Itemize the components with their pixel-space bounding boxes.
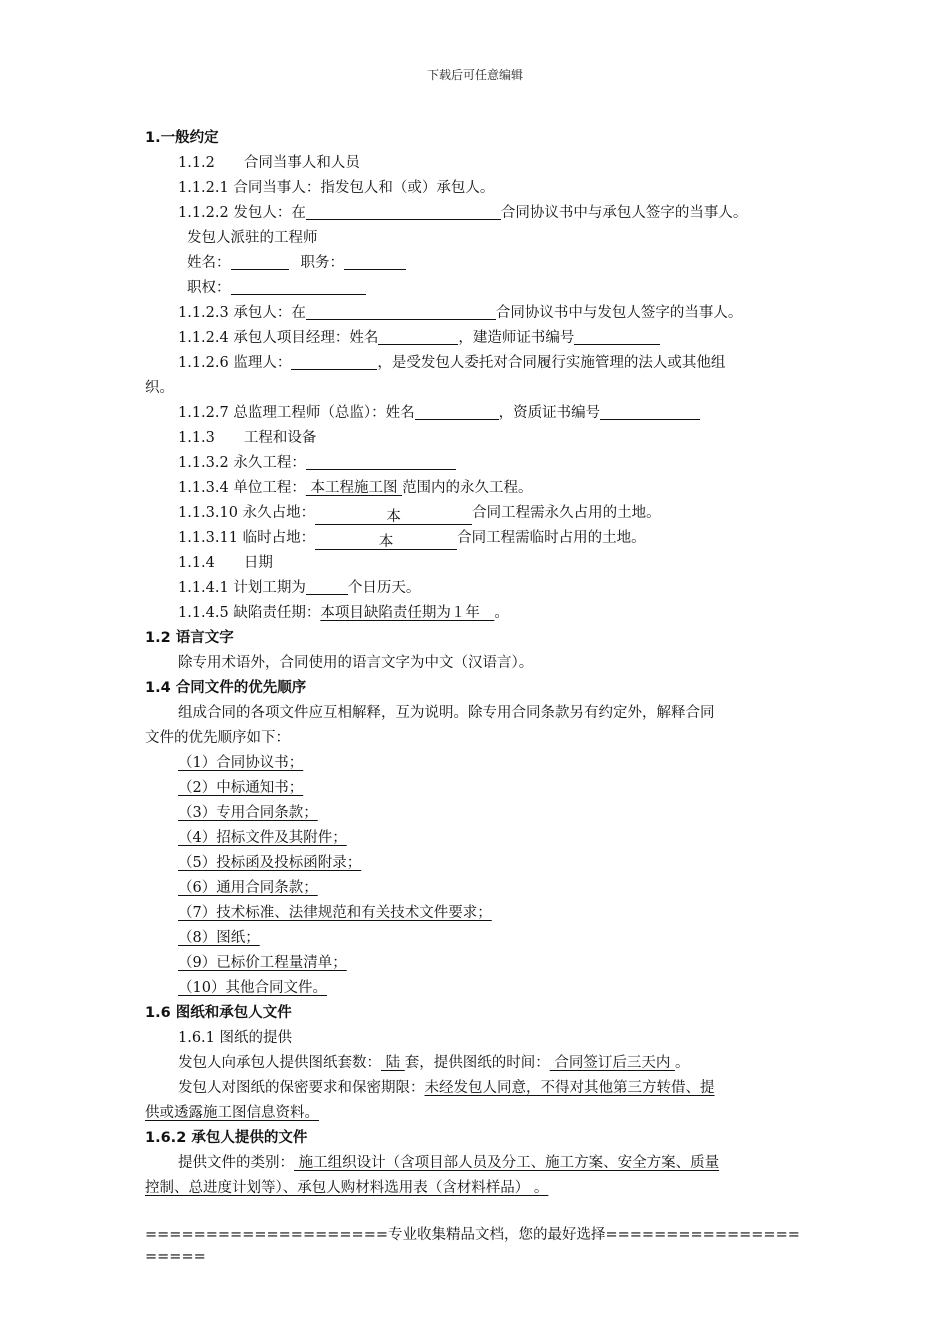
page-header: 下载后可任意编辑 [426, 68, 523, 82]
clause-1-1-4-5: 1.1.4.5 缺陷责任期：本项目缺陷责任期为１年 。 [178, 605, 509, 621]
temporary-land-value: 本 [315, 530, 457, 550]
duration-blank [306, 577, 348, 595]
list-item: （6）通用合同条款； [178, 880, 318, 896]
clause-1-1-2-6-cont: 织。 [145, 380, 174, 396]
supervisor-blank [291, 352, 377, 370]
contractor-docs-types: 提供文件的类别： 施工组织设计（含项目部人员及分工、施工方案、安全方案、质量 [178, 1155, 720, 1171]
list-item: （3）专用合同条款； [178, 805, 318, 821]
priority-intro-1: 组成合同的各项文件应互相解释，互为说明。除专用合同条款另有约定外，解释合同 [178, 705, 715, 721]
chief-name-blank [415, 402, 499, 420]
clause-1-1-2-6: 1.1.2.6 监理人： ，是受发包人委托对合同履行实施管理的法人或其他组 [145, 351, 810, 376]
page-footer: ====================专业收集精品文档，您的最好选择===================== [145, 1227, 800, 1265]
drawings-confidentiality-cont [145, 1101, 810, 1126]
defects-period-value: 本项目缺陷责任期为１年 [320, 605, 495, 621]
clause-1-1-2: 1.1.2 合同当事人和人员 [178, 155, 360, 171]
confidentiality-value-2: 供或透露施工图信息资料。 [145, 1105, 319, 1121]
priority-intro-2: 文件的优先顺序如下： [145, 730, 290, 746]
permanent-works-blank [306, 452, 456, 470]
clause-1-1-3-4: 1.1.3.4 单位工程： 本工程施工图 范围内的永久工程。 [178, 480, 533, 496]
clause-1-1-3: 1.1.3 工程和设备 [178, 430, 317, 446]
language-text: 除专用术语外，合同使用的语言文字为中文（汉语言）。 [178, 655, 534, 671]
position-blank [344, 252, 406, 270]
clause-1-1-2-1: 1.1.2.1 合同当事人：指发包人和（或）承包人。 [178, 180, 495, 196]
list-item: （8）图纸； [178, 930, 260, 946]
drawings-confidentiality: 发包人对图纸的保密要求和保密期限：未经发包人同意，不得对其他第三方转借、提 [178, 1080, 715, 1096]
engineer-authority: 职权： [145, 276, 810, 301]
engineer-title: 发包人派驻的工程师 [187, 230, 318, 246]
drawing-sets-value: 陆 [381, 1055, 405, 1071]
confidentiality-value-1: 未经发包人同意，不得对其他第三方转借、提 [424, 1080, 715, 1096]
qualification-blank [600, 402, 700, 420]
contractor-blank [306, 302, 496, 320]
section-title-language: 1.2 语言文字 [145, 630, 234, 646]
authority-blank [231, 277, 366, 295]
section-title-contractor-docs: 1.6.2 承包人提供的文件 [145, 1130, 308, 1146]
clause-1-1-3-10: 1.1.3.10 永久占地： 本 合同工程需永久占用的土地。 [178, 505, 661, 525]
clause-1-1-2-4: 1.1.2.4 承包人项目经理：姓名 ，建造师证书编号 [145, 326, 810, 351]
section-title-priority: 1.4 合同文件的优先顺序 [145, 680, 307, 696]
manager-name-blank [378, 327, 458, 345]
clause-1-1-2-2: 1.1.2.2 发包人：在 合同协议书中与承包人签字的当事人。 [145, 201, 810, 226]
clause-1-1-2-7: 1.1.2.7 总监理工程师（总监）：姓名 ，资质证书编号 [145, 401, 810, 426]
drawings-provision: 发包人向承包人提供图纸套数： 陆 套，提供图纸的时间： 合同签订后三天内 。 [178, 1055, 690, 1071]
permanent-land-value: 本 [315, 505, 472, 525]
list-item: （10）其他合同文件。 [178, 980, 327, 996]
document-body [145, 126, 810, 1201]
clause-1-1-3-11: 1.1.3.11 临时占地： 本 合同工程需临时占用的土地。 [178, 530, 646, 550]
clause-1-1-4-1: 1.1.4.1 计划工期为 个日历天。 [145, 576, 810, 601]
doc-types-value-2: 控制、总进度计划等）、承包人购材料选用表（含材料样品） 。 [145, 1180, 549, 1196]
name-blank [231, 252, 289, 270]
list-item: （4）招标文件及其附件； [178, 830, 347, 846]
section-title-general: 1.一般约定 [145, 130, 219, 146]
doc-types-value-1: 施工组织设计（含项目部人员及分工、施工方案、安全方案、质量 [294, 1155, 720, 1171]
engineer-name-position: 姓名： 职务： [145, 251, 810, 276]
clause-1-1-2-3: 1.1.2.3 承包人：在 合同协议书中与发包人签字的当事人。 [145, 301, 810, 326]
unit-works-value: 本工程施工图 [305, 480, 403, 496]
section-title-drawings: 1.6 图纸和承包人文件 [145, 1005, 292, 1021]
clause-1-1-3-2: 1.1.3.2 永久工程： [145, 451, 810, 476]
clause-1-6-1: 1.6.1 图纸的提供 [178, 1030, 293, 1046]
list-item: （2）中标通知书； [178, 780, 304, 796]
drawing-time-value: 合同签订后三天内 [549, 1055, 675, 1071]
list-item: （9）已标价工程量清单； [178, 955, 347, 971]
list-item: （5）投标函及投标函附录； [178, 855, 362, 871]
employer-blank [306, 202, 501, 220]
list-item: （1）合同协议书； [178, 755, 304, 771]
certificate-blank [574, 327, 660, 345]
clause-1-1-4: 1.1.4 日期 [178, 555, 273, 571]
contractor-docs-types-cont [145, 1176, 810, 1201]
list-item: （7）技术标准、法律规范和有关技术文件要求； [178, 905, 492, 921]
